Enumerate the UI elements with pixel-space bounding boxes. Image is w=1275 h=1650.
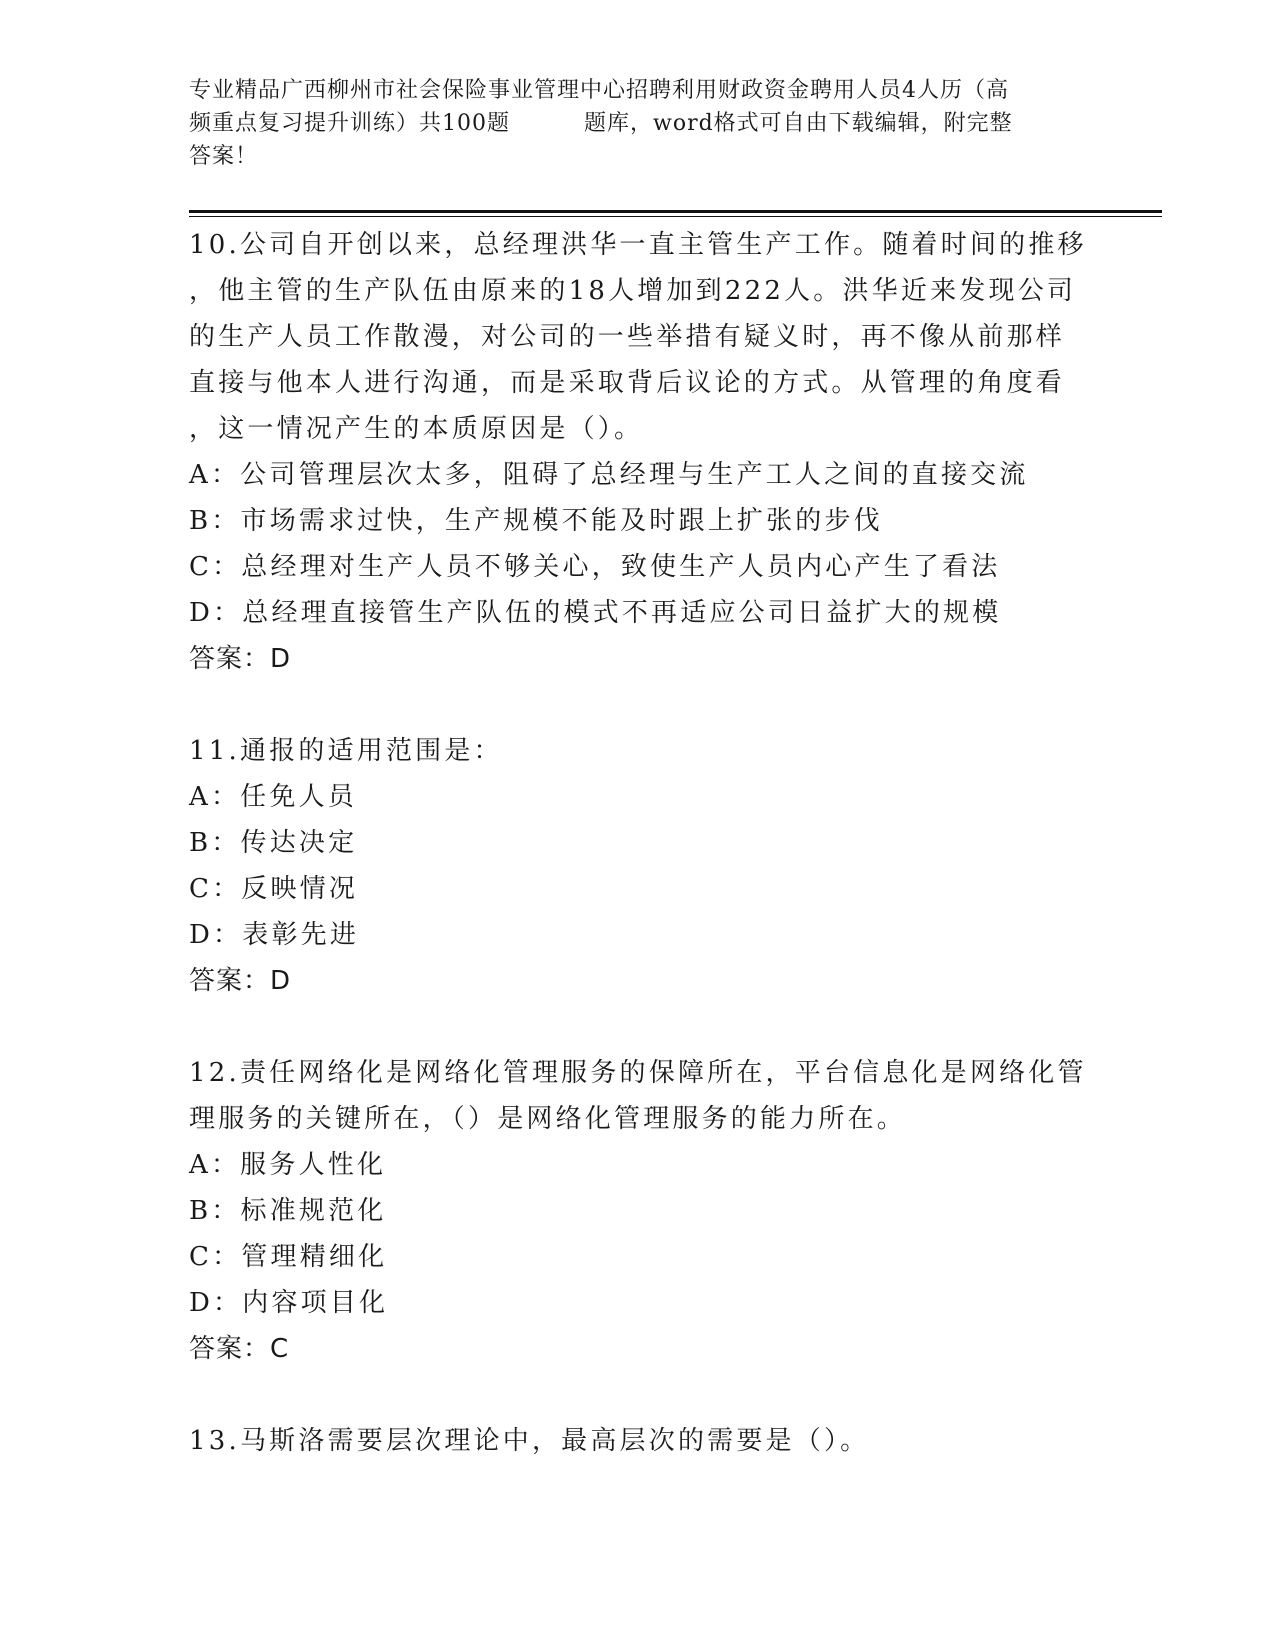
question-list <box>189 222 1089 1464</box>
header-divider-thin <box>189 216 1162 217</box>
answer-line: 答案：D <box>189 644 292 674</box>
question-text-line: 12.责任网络化是网络化管理服务的保障所在，平台信息化是网络化管 <box>189 1058 1087 1088</box>
question-12 <box>189 1050 1089 1372</box>
answer-line: 答案：C <box>189 1334 290 1364</box>
question-text-line: 13.马斯洛需要层次理论中，最高层次的需要是（）。 <box>189 1426 870 1456</box>
option-d: D：表彰先进 <box>189 920 360 950</box>
question-11 <box>189 728 1089 1004</box>
option-d: D：总经理直接管生产队伍的模式不再适应公司日益扩大的规模 <box>189 598 1002 628</box>
question-text-line: ，这一情况产生的本质原因是（）。 <box>189 414 644 444</box>
question-text-line: ，他主管的生产队伍由原来的18人增加到222人。洪华近来发现公司 <box>189 276 1077 306</box>
option-a: A：服务人性化 <box>189 1150 387 1180</box>
option-b: B：市场需求过快，生产规模不能及时跟上扩张的步伐 <box>189 506 883 536</box>
question-text-line: 的生产人员工作散漫，对公司的一些举措有疑义时，再不像从前那样 <box>189 322 1066 352</box>
option-b: B：传达决定 <box>189 828 358 858</box>
header-line-2 <box>189 107 1089 140</box>
question-text-line: 11.通报的适用范围是： <box>189 736 503 766</box>
option-d: D：内容项目化 <box>189 1288 389 1318</box>
document-header <box>189 74 1089 173</box>
answer-line: 答案：D <box>189 966 292 996</box>
option-a: A：公司管理层次太多，阻碍了总经理与生产工人之间的直接交流 <box>189 460 1029 490</box>
header-line-2b: 题库，word格式可自由下载编辑，附完整 <box>584 111 1013 136</box>
question-text-line: 理服务的关键所在，（）是网络化管理服务的能力所在。 <box>189 1104 907 1134</box>
question-10 <box>189 222 1089 682</box>
option-b: B：标准规范化 <box>189 1196 387 1226</box>
option-c: C：总经理对生产人员不够关心，致使生产人员内心产生了看法 <box>189 552 1001 582</box>
header-divider-thick <box>189 210 1162 213</box>
header-line-1: 专业精品广西柳州市社会保险事业管理中心招聘利用财政资金聘用人员4人历（高 <box>189 78 1009 103</box>
question-text-line: 直接与他本人进行沟通，而是采取背后议论的方式。从管理的角度看 <box>189 368 1066 398</box>
option-c: C：管理精细化 <box>189 1242 388 1272</box>
option-a: A：任免人员 <box>189 782 357 812</box>
header-line-3: 答案！ <box>189 144 259 169</box>
option-c: C：反映情况 <box>189 874 359 904</box>
header-line-2a: 频重点复习提升训练）共100题 <box>189 111 510 136</box>
question-text-line: 10.公司自开创以来，总经理洪华一直主管生产工作。随着时间的推移 <box>189 230 1087 260</box>
question-13 <box>189 1418 1089 1464</box>
